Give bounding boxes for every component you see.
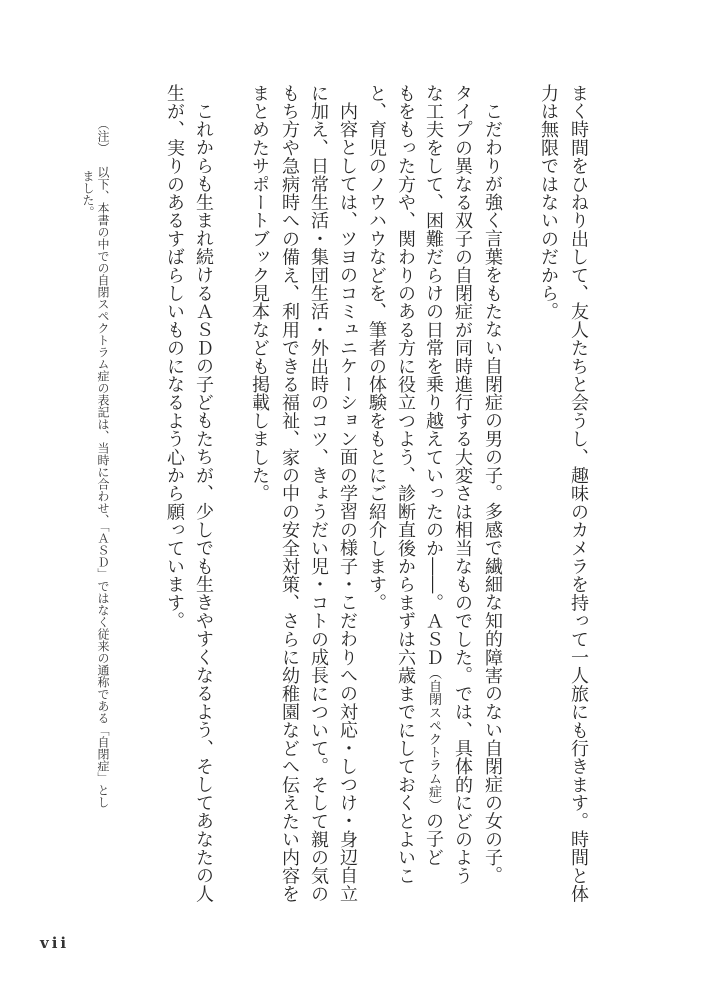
- body-text-column: [424, 84, 442, 866]
- asd-parenthetical: （自閉スペクトラム症）: [426, 666, 441, 812]
- body-text-column: タイプの異なる双子の自閉症が同時進行する大変さは相当なものでした。では、具体的にどのよう: [452, 84, 473, 885]
- footnote: [97, 118, 109, 808]
- footnote-continuation: ました。: [81, 170, 95, 218]
- footnote-mark: （注）: [96, 118, 110, 154]
- text-segment: の子ど: [423, 811, 444, 867]
- footnote-text: 以下、本書の中での自閉スペクトラム症の表記は、当時に合わせ、「ＡＳＤ」ではなく従来の通称である「自閉症」とし: [96, 166, 110, 808]
- body-text-column: もち方や急病時への備え、利用できる福祉、家の中の安全対策、さらに幼稚園などへ伝えたい内容を: [279, 84, 300, 903]
- body-text-column: こだわりが強く言葉をもたない自閉症の男の子。多感で繊細な知的障害のない自閉症の女の子。: [482, 102, 503, 885]
- body-text-column: まとめたサポートブック見本なども掲載しました。: [249, 84, 270, 503]
- body-text-column: これからも生まれ続けるＡＳＤの子どもたちが、少しでも生きやすくなるよう、そしてあなたの人: [193, 102, 214, 903]
- body-text-column: もをもった方や、関わりのある方に役立つよう、診断直後からまずは六歳までにしておくとよいこ: [395, 84, 416, 885]
- text-segment: な工夫をして、困難だらけの日常を乗り越えていったのか――。ＡＳＤ: [423, 84, 444, 667]
- body-text-column: に加え、日常生活・集団生活・外出時のコツ、きょうだい児・コトの成長について。そして親の気の: [308, 84, 329, 903]
- body-text-column: 内容としては、ツヨのコミュニケーション面の学習の様子・こだわりへの対応・しつけ・身辺自立: [337, 102, 358, 903]
- body-text-column: 力は無限ではないのだから。: [538, 84, 559, 321]
- body-text-column: まく時間をひねり出して、友人たちと会うし、趣味のカメラを持って一人旅にも行きます。時間と体: [568, 84, 589, 903]
- body-text-column: と、育児のノウハウなどを、筆者の体験をもとにご紹介します。: [366, 84, 387, 612]
- page-number: vii: [40, 934, 70, 952]
- body-text-column: 生が、実りのあるすばらしいものになるよう心から願っています。: [164, 84, 185, 630]
